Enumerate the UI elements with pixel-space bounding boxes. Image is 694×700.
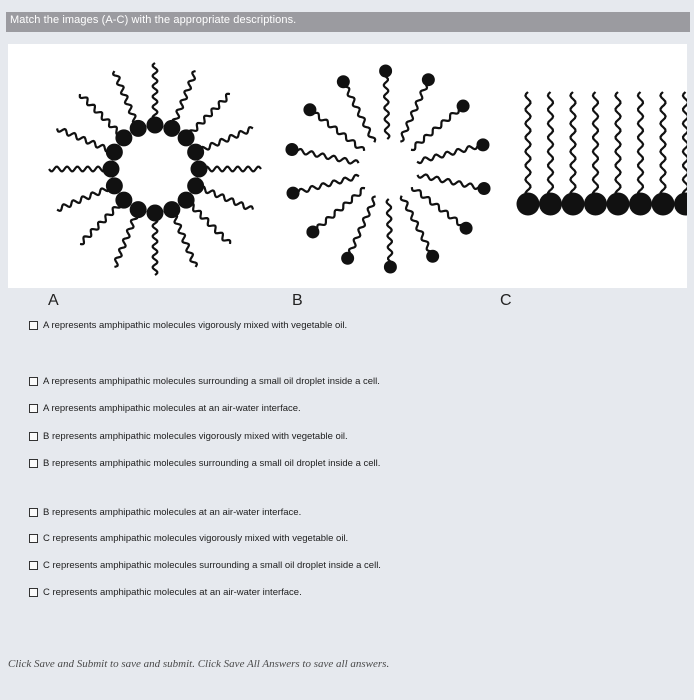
polar-head: [178, 129, 195, 146]
polar-head: [163, 120, 180, 137]
polar-head: [147, 117, 164, 134]
option-5[interactable]: [29, 458, 380, 469]
option-label: C represents amphipathic molecules vigorously mixed with vegetable oil.: [43, 533, 349, 544]
option-2[interactable]: [29, 376, 380, 387]
lipid-tail: [292, 149, 359, 163]
option-checkbox[interactable]: [29, 561, 38, 570]
lipid-tail: [57, 128, 114, 152]
polar-head: [106, 144, 123, 161]
lipid-tail: [525, 92, 530, 204]
lipid-tail: [57, 185, 114, 211]
option-checkbox[interactable]: [29, 377, 38, 386]
option-1[interactable]: [29, 320, 347, 331]
lipid-tail: [313, 188, 365, 232]
footer-instructions: Click Save and Submit to save and submit. Click Save All Answers to save all answers.: [8, 658, 390, 670]
lipid-tail: [638, 92, 643, 204]
figure-panel: [8, 44, 687, 309]
polar-head: [476, 138, 489, 151]
lipid-tail: [196, 186, 253, 210]
polar-head: [306, 225, 319, 238]
polar-head: [115, 192, 132, 209]
polar-head: [517, 193, 540, 216]
lipid-tail: [80, 94, 124, 138]
option-checkbox[interactable]: [29, 588, 38, 597]
lipid-tail: [683, 92, 687, 204]
polar-head: [147, 205, 164, 222]
polar-head: [337, 75, 350, 88]
polar-head: [607, 193, 630, 216]
polar-head: [426, 250, 439, 263]
option-checkbox[interactable]: [29, 404, 38, 413]
polar-head: [115, 129, 132, 146]
polar-head: [106, 177, 123, 194]
lipid-tail: [411, 106, 463, 150]
lipid-tail: [384, 71, 390, 139]
lipid-tail: [186, 94, 230, 138]
lipid-tail: [153, 63, 158, 125]
lipid-tail: [593, 92, 598, 204]
option-label: A represents amphipathic molecules surrounding a small oil droplet inside a cell.: [43, 376, 380, 387]
polar-head: [130, 201, 147, 218]
polar-head: [652, 193, 675, 216]
polar-head: [629, 193, 652, 216]
polar-head: [178, 192, 195, 209]
polar-head: [674, 193, 687, 216]
polar-head: [422, 73, 435, 86]
lipid-tail: [570, 92, 575, 204]
option-label: C represents amphipathic molecules at an air-water interface.: [43, 587, 302, 598]
option-label: B represents amphipathic molecules vigorously mixed with vegetable oil.: [43, 431, 348, 442]
option-checkbox[interactable]: [29, 508, 38, 517]
option-label: B represents amphipathic molecules at an air-water interface.: [43, 507, 302, 518]
option-label: C represents amphipathic molecules surrounding a small oil droplet inside a cell.: [43, 560, 381, 571]
polar-head: [303, 103, 316, 116]
polar-head: [384, 260, 397, 273]
polar-head: [460, 222, 473, 235]
polar-head: [103, 161, 120, 178]
polar-head: [187, 177, 204, 194]
polar-head: [379, 65, 392, 78]
option-label: A represents amphipathic molecules vigorously mixed with vegetable oil.: [43, 320, 348, 331]
lipid-tail: [348, 196, 376, 258]
molecule-diagrams: [8, 44, 687, 288]
polar-head: [187, 144, 204, 161]
lipid-tail: [186, 200, 230, 244]
option-checkbox[interactable]: [29, 321, 38, 330]
question-title: Match the images (A-C) with the appropriate descriptions.: [10, 14, 297, 26]
option-8[interactable]: [29, 560, 381, 571]
polar-head: [163, 201, 180, 218]
polar-head: [130, 120, 147, 137]
polar-head: [285, 143, 298, 156]
option-7[interactable]: [29, 533, 348, 544]
lipid-tail: [401, 196, 434, 257]
lipid-tail: [80, 200, 124, 244]
option-4[interactable]: [29, 431, 348, 442]
lipid-tail: [412, 187, 466, 228]
option-checkbox[interactable]: [29, 459, 38, 468]
lipid-tail: [171, 210, 197, 267]
lipid-tail: [310, 110, 364, 151]
polar-head: [539, 193, 562, 216]
polar-head: [584, 193, 607, 216]
option-9[interactable]: [29, 587, 302, 598]
option-label: A represents amphipathic molecules at an air-water interface.: [43, 403, 301, 414]
polar-head: [287, 187, 300, 200]
lipid-tail: [343, 82, 376, 143]
lipid-tail: [548, 92, 553, 204]
lipid-tail: [417, 143, 483, 163]
option-checkbox[interactable]: [29, 534, 38, 543]
lipid-tail: [153, 213, 158, 275]
option-3[interactable]: [29, 403, 301, 414]
polar-head: [341, 252, 354, 265]
lipid-tail: [49, 167, 111, 172]
figure-label-b: B: [292, 292, 303, 309]
lipid-tail: [199, 167, 261, 172]
lipid-tail: [615, 92, 620, 204]
option-6[interactable]: [29, 507, 301, 518]
polar-head: [478, 182, 491, 195]
lipid-tail: [400, 80, 428, 142]
lipid-tail: [114, 210, 138, 267]
lipid-tail: [113, 71, 139, 128]
option-label: B represents amphipathic molecules surrounding a small oil droplet inside a cell.: [43, 458, 381, 469]
figure-label-c: C: [500, 292, 512, 309]
option-checkbox[interactable]: [29, 432, 38, 441]
polar-head: [191, 161, 208, 178]
figure-label-a: A: [48, 292, 59, 309]
lipid-tail: [387, 199, 393, 267]
lipid-tail: [417, 174, 484, 188]
lipid-tail: [660, 92, 665, 204]
polar-head: [457, 100, 470, 113]
lipid-tail: [293, 175, 359, 195]
lipid-tail: [172, 71, 196, 128]
lipid-tail: [196, 127, 253, 153]
polar-head: [562, 193, 585, 216]
